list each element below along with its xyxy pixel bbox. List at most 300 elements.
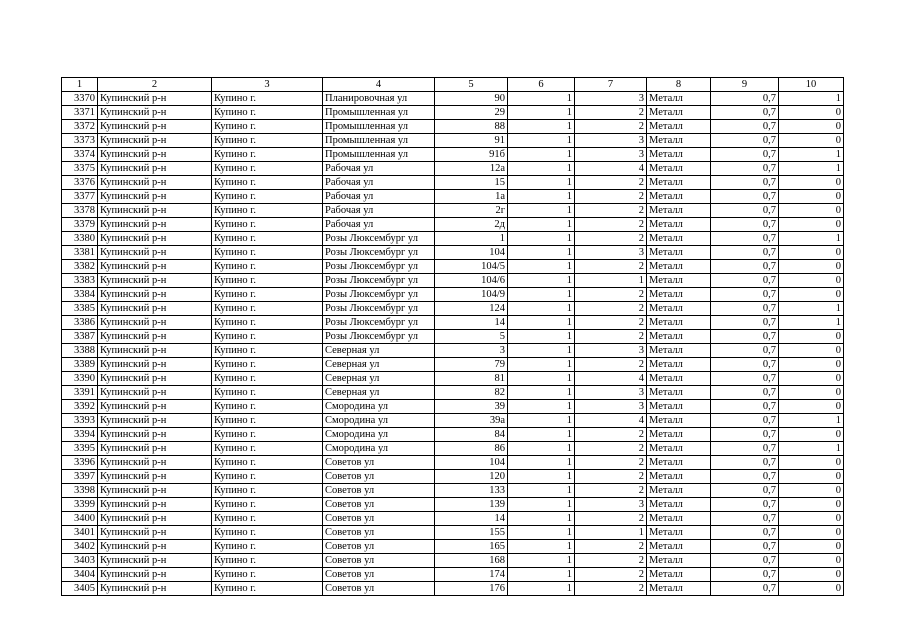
column-header-2: 2	[98, 78, 212, 92]
table-row	[62, 134, 844, 148]
district-cell: Купинский р-н	[98, 190, 212, 204]
column-header-8: 8	[647, 78, 711, 92]
material-cell: Металл	[647, 414, 711, 428]
data-table	[61, 77, 844, 596]
col10-cell: 0	[779, 106, 844, 120]
district-cell: Купинский р-н	[98, 512, 212, 526]
col9-cell: 0,7	[711, 568, 779, 582]
table-header	[62, 78, 844, 92]
col9-cell: 0,7	[711, 526, 779, 540]
material-cell: Металл	[647, 400, 711, 414]
col7-cell: 2	[575, 204, 647, 218]
street-cell: Северная ул	[323, 358, 435, 372]
city-cell: Купино г.	[212, 386, 323, 400]
table-row	[62, 330, 844, 344]
material-cell: Металл	[647, 246, 711, 260]
col7-cell: 3	[575, 344, 647, 358]
street-cell: Советов ул	[323, 498, 435, 512]
table-row	[62, 414, 844, 428]
street-cell: Советов ул	[323, 456, 435, 470]
material-cell: Металл	[647, 302, 711, 316]
street-cell: Розы Люксембург ул	[323, 330, 435, 344]
col7-cell: 3	[575, 498, 647, 512]
col10-cell: 0	[779, 568, 844, 582]
material-cell: Металл	[647, 330, 711, 344]
district-cell: Купинский р-н	[98, 246, 212, 260]
material-cell: Металл	[647, 316, 711, 330]
row-number-cell: 3384	[62, 288, 98, 302]
row-number-cell: 3385	[62, 302, 98, 316]
col9-cell: 0,7	[711, 344, 779, 358]
col7-cell: 2	[575, 358, 647, 372]
city-cell: Купино г.	[212, 260, 323, 274]
col6-cell: 1	[508, 246, 575, 260]
col9-cell: 0,7	[711, 106, 779, 120]
table-row	[62, 120, 844, 134]
house-cell: 91б	[435, 148, 508, 162]
col10-cell: 0	[779, 540, 844, 554]
col10-cell: 1	[779, 92, 844, 106]
house-cell: 14	[435, 316, 508, 330]
col6-cell: 1	[508, 372, 575, 386]
table-row	[62, 260, 844, 274]
col9-cell: 0,7	[711, 120, 779, 134]
district-cell: Купинский р-н	[98, 526, 212, 540]
street-cell: Розы Люксембург ул	[323, 260, 435, 274]
col10-cell: 1	[779, 162, 844, 176]
table-row	[62, 456, 844, 470]
house-cell: 133	[435, 484, 508, 498]
house-cell: 82	[435, 386, 508, 400]
col7-cell: 2	[575, 190, 647, 204]
column-header-7: 7	[575, 78, 647, 92]
street-cell: Северная ул	[323, 386, 435, 400]
district-cell: Купинский р-н	[98, 106, 212, 120]
col6-cell: 1	[508, 568, 575, 582]
table-row	[62, 288, 844, 302]
material-cell: Металл	[647, 568, 711, 582]
row-number-cell: 3391	[62, 386, 98, 400]
district-cell: Купинский р-н	[98, 442, 212, 456]
col10-cell: 0	[779, 582, 844, 596]
city-cell: Купино г.	[212, 148, 323, 162]
table-row	[62, 148, 844, 162]
street-cell: Смородина ул	[323, 400, 435, 414]
city-cell: Купино г.	[212, 162, 323, 176]
col10-cell: 0	[779, 512, 844, 526]
street-cell: Розы Люксембург ул	[323, 274, 435, 288]
city-cell: Купино г.	[212, 232, 323, 246]
row-number-cell: 3401	[62, 526, 98, 540]
col6-cell: 1	[508, 484, 575, 498]
house-cell: 3	[435, 344, 508, 358]
table-row	[62, 204, 844, 218]
col9-cell: 0,7	[711, 218, 779, 232]
material-cell: Металл	[647, 484, 711, 498]
street-cell: Рабочая ул	[323, 218, 435, 232]
table-row	[62, 428, 844, 442]
col7-cell: 3	[575, 134, 647, 148]
house-cell: 176	[435, 582, 508, 596]
material-cell: Металл	[647, 344, 711, 358]
col9-cell: 0,7	[711, 498, 779, 512]
col10-cell: 0	[779, 358, 844, 372]
table-row	[62, 526, 844, 540]
house-cell: 104/6	[435, 274, 508, 288]
col10-cell: 1	[779, 232, 844, 246]
house-cell: 120	[435, 470, 508, 484]
house-cell: 14	[435, 512, 508, 526]
house-cell: 81	[435, 372, 508, 386]
table-row	[62, 176, 844, 190]
col10-cell: 1	[779, 442, 844, 456]
col7-cell: 4	[575, 372, 647, 386]
col10-cell: 0	[779, 470, 844, 484]
street-cell: Северная ул	[323, 344, 435, 358]
col6-cell: 1	[508, 400, 575, 414]
col7-cell: 2	[575, 428, 647, 442]
col6-cell: 1	[508, 554, 575, 568]
col9-cell: 0,7	[711, 176, 779, 190]
house-cell: 165	[435, 540, 508, 554]
col6-cell: 1	[508, 120, 575, 134]
col7-cell: 2	[575, 470, 647, 484]
col10-cell: 0	[779, 554, 844, 568]
district-cell: Купинский р-н	[98, 232, 212, 246]
column-header-9: 9	[711, 78, 779, 92]
col6-cell: 1	[508, 288, 575, 302]
street-cell: Советов ул	[323, 526, 435, 540]
col7-cell: 4	[575, 162, 647, 176]
row-number-cell: 3373	[62, 134, 98, 148]
col7-cell: 2	[575, 456, 647, 470]
city-cell: Купино г.	[212, 554, 323, 568]
district-cell: Купинский р-н	[98, 148, 212, 162]
col6-cell: 1	[508, 414, 575, 428]
table-row	[62, 512, 844, 526]
city-cell: Купино г.	[212, 498, 323, 512]
material-cell: Металл	[647, 456, 711, 470]
house-cell: 155	[435, 526, 508, 540]
city-cell: Купино г.	[212, 106, 323, 120]
material-cell: Металл	[647, 540, 711, 554]
col6-cell: 1	[508, 344, 575, 358]
district-cell: Купинский р-н	[98, 498, 212, 512]
material-cell: Металл	[647, 386, 711, 400]
city-cell: Купино г.	[212, 442, 323, 456]
house-cell: 29	[435, 106, 508, 120]
house-cell: 104/5	[435, 260, 508, 274]
col7-cell: 2	[575, 540, 647, 554]
col7-cell: 2	[575, 568, 647, 582]
col9-cell: 0,7	[711, 386, 779, 400]
city-cell: Купино г.	[212, 316, 323, 330]
col10-cell: 0	[779, 344, 844, 358]
col7-cell: 2	[575, 288, 647, 302]
col9-cell: 0,7	[711, 92, 779, 106]
col7-cell: 2	[575, 554, 647, 568]
street-cell: Рабочая ул	[323, 176, 435, 190]
city-cell: Купино г.	[212, 568, 323, 582]
city-cell: Купино г.	[212, 134, 323, 148]
street-cell: Северная ул	[323, 372, 435, 386]
row-number-cell: 3372	[62, 120, 98, 134]
col7-cell: 2	[575, 330, 647, 344]
material-cell: Металл	[647, 106, 711, 120]
col6-cell: 1	[508, 498, 575, 512]
col6-cell: 1	[508, 232, 575, 246]
col10-cell: 0	[779, 274, 844, 288]
house-cell: 104	[435, 246, 508, 260]
col7-cell: 3	[575, 92, 647, 106]
street-cell: Советов ул	[323, 568, 435, 582]
district-cell: Купинский р-н	[98, 582, 212, 596]
col6-cell: 1	[508, 526, 575, 540]
row-number-cell: 3370	[62, 92, 98, 106]
material-cell: Металл	[647, 470, 711, 484]
col6-cell: 1	[508, 176, 575, 190]
col9-cell: 0,7	[711, 456, 779, 470]
col6-cell: 1	[508, 134, 575, 148]
col9-cell: 0,7	[711, 274, 779, 288]
material-cell: Металл	[647, 288, 711, 302]
city-cell: Купино г.	[212, 92, 323, 106]
table-row	[62, 358, 844, 372]
col10-cell: 1	[779, 302, 844, 316]
col7-cell: 4	[575, 414, 647, 428]
col10-cell: 0	[779, 176, 844, 190]
house-cell: 86	[435, 442, 508, 456]
city-cell: Купино г.	[212, 526, 323, 540]
district-cell: Купинский р-н	[98, 554, 212, 568]
city-cell: Купино г.	[212, 456, 323, 470]
material-cell: Металл	[647, 358, 711, 372]
col7-cell: 3	[575, 400, 647, 414]
row-number-cell: 3393	[62, 414, 98, 428]
col7-cell: 1	[575, 274, 647, 288]
col6-cell: 1	[508, 162, 575, 176]
col10-cell: 0	[779, 288, 844, 302]
col6-cell: 1	[508, 260, 575, 274]
material-cell: Металл	[647, 218, 711, 232]
table-row	[62, 162, 844, 176]
col6-cell: 1	[508, 540, 575, 554]
row-number-cell: 3405	[62, 582, 98, 596]
district-cell: Купинский р-н	[98, 330, 212, 344]
row-number-cell: 3377	[62, 190, 98, 204]
col7-cell: 2	[575, 106, 647, 120]
street-cell: Промышленная ул	[323, 106, 435, 120]
district-cell: Купинский р-н	[98, 400, 212, 414]
street-cell: Советов ул	[323, 484, 435, 498]
col10-cell: 1	[779, 414, 844, 428]
col9-cell: 0,7	[711, 232, 779, 246]
district-cell: Купинский р-н	[98, 92, 212, 106]
col9-cell: 0,7	[711, 190, 779, 204]
table-row	[62, 218, 844, 232]
col10-cell: 0	[779, 386, 844, 400]
house-cell: 124	[435, 302, 508, 316]
material-cell: Металл	[647, 582, 711, 596]
table-row	[62, 106, 844, 120]
city-cell: Купино г.	[212, 540, 323, 554]
table-row	[62, 498, 844, 512]
col10-cell: 0	[779, 204, 844, 218]
street-cell: Советов ул	[323, 512, 435, 526]
col9-cell: 0,7	[711, 540, 779, 554]
table-row	[62, 554, 844, 568]
row-number-cell: 3400	[62, 512, 98, 526]
row-number-cell: 3399	[62, 498, 98, 512]
row-number-cell: 3389	[62, 358, 98, 372]
col7-cell: 2	[575, 442, 647, 456]
col10-cell: 0	[779, 246, 844, 260]
material-cell: Металл	[647, 498, 711, 512]
district-cell: Купинский р-н	[98, 274, 212, 288]
table-row	[62, 540, 844, 554]
col6-cell: 1	[508, 582, 575, 596]
city-cell: Купино г.	[212, 176, 323, 190]
table-body	[62, 92, 844, 596]
row-number-cell: 3379	[62, 218, 98, 232]
column-header-6: 6	[508, 78, 575, 92]
street-cell: Розы Люксембург ул	[323, 288, 435, 302]
district-cell: Купинский р-н	[98, 358, 212, 372]
table-row	[62, 316, 844, 330]
row-number-cell: 3383	[62, 274, 98, 288]
district-cell: Купинский р-н	[98, 386, 212, 400]
col6-cell: 1	[508, 274, 575, 288]
district-cell: Купинский р-н	[98, 344, 212, 358]
col9-cell: 0,7	[711, 246, 779, 260]
district-cell: Купинский р-н	[98, 372, 212, 386]
col6-cell: 1	[508, 190, 575, 204]
material-cell: Металл	[647, 232, 711, 246]
col9-cell: 0,7	[711, 316, 779, 330]
material-cell: Металл	[647, 526, 711, 540]
col7-cell: 2	[575, 232, 647, 246]
city-cell: Купино г.	[212, 218, 323, 232]
table-row	[62, 232, 844, 246]
col6-cell: 1	[508, 330, 575, 344]
house-cell: 2г	[435, 204, 508, 218]
col7-cell: 2	[575, 316, 647, 330]
street-cell: Советов ул	[323, 470, 435, 484]
street-cell: Советов ул	[323, 554, 435, 568]
city-cell: Купино г.	[212, 414, 323, 428]
header-row	[62, 78, 844, 92]
col7-cell: 2	[575, 260, 647, 274]
col9-cell: 0,7	[711, 582, 779, 596]
city-cell: Купино г.	[212, 400, 323, 414]
material-cell: Металл	[647, 274, 711, 288]
row-number-cell: 3395	[62, 442, 98, 456]
row-number-cell: 3402	[62, 540, 98, 554]
material-cell: Металл	[647, 190, 711, 204]
table-row	[62, 274, 844, 288]
district-cell: Купинский р-н	[98, 162, 212, 176]
row-number-cell: 3376	[62, 176, 98, 190]
row-number-cell: 3392	[62, 400, 98, 414]
col7-cell: 1	[575, 526, 647, 540]
house-cell: 15	[435, 176, 508, 190]
house-cell: 104	[435, 456, 508, 470]
city-cell: Купино г.	[212, 484, 323, 498]
col6-cell: 1	[508, 358, 575, 372]
street-cell: Промышленная ул	[323, 120, 435, 134]
district-cell: Купинский р-н	[98, 568, 212, 582]
house-cell: 168	[435, 554, 508, 568]
row-number-cell: 3394	[62, 428, 98, 442]
table-row	[62, 582, 844, 596]
table-row	[62, 302, 844, 316]
row-number-cell: 3388	[62, 344, 98, 358]
material-cell: Металл	[647, 148, 711, 162]
material-cell: Металл	[647, 204, 711, 218]
house-cell: 88	[435, 120, 508, 134]
city-cell: Купино г.	[212, 330, 323, 344]
col7-cell: 2	[575, 120, 647, 134]
col10-cell: 1	[779, 148, 844, 162]
house-cell: 90	[435, 92, 508, 106]
col9-cell: 0,7	[711, 148, 779, 162]
col9-cell: 0,7	[711, 442, 779, 456]
district-cell: Купинский р-н	[98, 120, 212, 134]
row-number-cell: 3403	[62, 554, 98, 568]
col9-cell: 0,7	[711, 414, 779, 428]
table-row	[62, 190, 844, 204]
row-number-cell: 3374	[62, 148, 98, 162]
col7-cell: 3	[575, 386, 647, 400]
col10-cell: 0	[779, 120, 844, 134]
col9-cell: 0,7	[711, 554, 779, 568]
house-cell: 91	[435, 134, 508, 148]
city-cell: Купино г.	[212, 288, 323, 302]
district-cell: Купинский р-н	[98, 134, 212, 148]
street-cell: Розы Люксембург ул	[323, 316, 435, 330]
col6-cell: 1	[508, 470, 575, 484]
city-cell: Купино г.	[212, 120, 323, 134]
district-cell: Купинский р-н	[98, 204, 212, 218]
table-row	[62, 400, 844, 414]
col6-cell: 1	[508, 92, 575, 106]
col9-cell: 0,7	[711, 330, 779, 344]
col10-cell: 0	[779, 218, 844, 232]
col9-cell: 0,7	[711, 400, 779, 414]
district-cell: Купинский р-н	[98, 218, 212, 232]
table-row	[62, 344, 844, 358]
row-number-cell: 3398	[62, 484, 98, 498]
city-cell: Купино г.	[212, 204, 323, 218]
col9-cell: 0,7	[711, 358, 779, 372]
district-cell: Купинский р-н	[98, 470, 212, 484]
col10-cell: 0	[779, 372, 844, 386]
col10-cell: 0	[779, 190, 844, 204]
street-cell: Смородина ул	[323, 428, 435, 442]
col10-cell: 1	[779, 316, 844, 330]
col10-cell: 0	[779, 134, 844, 148]
house-cell: 139	[435, 498, 508, 512]
city-cell: Купино г.	[212, 246, 323, 260]
col9-cell: 0,7	[711, 484, 779, 498]
city-cell: Купино г.	[212, 512, 323, 526]
house-cell: 84	[435, 428, 508, 442]
material-cell: Металл	[647, 120, 711, 134]
house-cell: 39а	[435, 414, 508, 428]
col10-cell: 0	[779, 456, 844, 470]
street-cell: Рабочая ул	[323, 190, 435, 204]
city-cell: Купино г.	[212, 582, 323, 596]
